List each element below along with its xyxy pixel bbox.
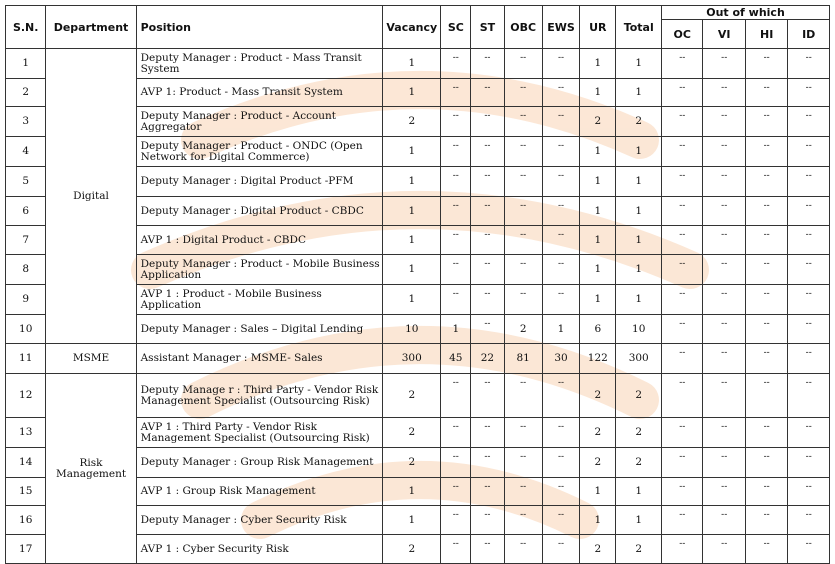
cell-ur: 1 bbox=[580, 285, 616, 315]
cell-hi: -- bbox=[745, 344, 787, 374]
header-sc: SC bbox=[441, 6, 471, 49]
cell-obc: -- bbox=[504, 79, 542, 107]
cell-vi: -- bbox=[703, 506, 745, 535]
cell-sn: 11 bbox=[6, 344, 46, 374]
cell-vi: -- bbox=[703, 344, 745, 374]
cell-st: -- bbox=[471, 374, 504, 418]
cell-ews: -- bbox=[542, 418, 579, 448]
cell-ews: -- bbox=[542, 506, 579, 535]
cell-hi: -- bbox=[745, 418, 787, 448]
cell-ur: 1 bbox=[580, 49, 616, 79]
cell-oc: -- bbox=[662, 535, 703, 564]
cell-oc: -- bbox=[662, 374, 703, 418]
cell-sn: 5 bbox=[6, 167, 46, 197]
cell-obc: -- bbox=[504, 49, 542, 79]
cell-ews: -- bbox=[542, 167, 579, 197]
cell-hi: -- bbox=[745, 197, 787, 226]
cell-position: Deputy Manager : Product - Mobile Business Application bbox=[136, 255, 383, 285]
cell-total: 1 bbox=[616, 285, 662, 315]
header-obc: OBC bbox=[504, 6, 542, 49]
cell-position: AVP 1 : Cyber Security Risk bbox=[136, 535, 383, 564]
cell-position: AVP 1 : Product - Mobile Business Application bbox=[136, 285, 383, 315]
cell-vi: -- bbox=[703, 285, 745, 315]
cell-ur: 1 bbox=[580, 478, 616, 506]
cell-vi: -- bbox=[703, 418, 745, 448]
cell-oc: -- bbox=[662, 285, 703, 315]
cell-vacancy: 2 bbox=[383, 448, 441, 478]
cell-sn: 8 bbox=[6, 255, 46, 285]
header-st: ST bbox=[471, 6, 504, 49]
cell-vi: -- bbox=[703, 49, 745, 79]
cell-id: -- bbox=[788, 79, 830, 107]
cell-ur: 2 bbox=[580, 448, 616, 478]
cell-ur: 2 bbox=[580, 535, 616, 564]
cell-ews: -- bbox=[542, 478, 579, 506]
cell-sn: 16 bbox=[6, 506, 46, 535]
cell-total: 10 bbox=[616, 315, 662, 344]
cell-obc: -- bbox=[504, 107, 542, 137]
cell-vi: -- bbox=[703, 478, 745, 506]
cell-oc: -- bbox=[662, 315, 703, 344]
cell-oc: -- bbox=[662, 418, 703, 448]
cell-sc: -- bbox=[441, 226, 471, 255]
cell-obc: -- bbox=[504, 506, 542, 535]
cell-oc: -- bbox=[662, 49, 703, 79]
cell-vacancy: 1 bbox=[383, 285, 441, 315]
cell-st: -- bbox=[471, 418, 504, 448]
cell-vi: -- bbox=[703, 535, 745, 564]
cell-vacancy: 1 bbox=[383, 137, 441, 167]
cell-obc: 2 bbox=[504, 315, 542, 344]
cell-ur: 1 bbox=[580, 197, 616, 226]
cell-sn: 15 bbox=[6, 478, 46, 506]
cell-total: 1 bbox=[616, 137, 662, 167]
cell-sc: -- bbox=[441, 285, 471, 315]
cell-vi: -- bbox=[703, 167, 745, 197]
cell-position: Deputy Manager : Sales – Digital Lending bbox=[136, 315, 383, 344]
cell-vi: -- bbox=[703, 197, 745, 226]
cell-sc: -- bbox=[441, 137, 471, 167]
cell-sn: 3 bbox=[6, 107, 46, 137]
cell-st: -- bbox=[471, 285, 504, 315]
cell-sn: 1 bbox=[6, 49, 46, 79]
cell-st: -- bbox=[471, 478, 504, 506]
cell-obc: -- bbox=[504, 197, 542, 226]
cell-vacancy: 1 bbox=[383, 49, 441, 79]
cell-obc: -- bbox=[504, 478, 542, 506]
cell-st: -- bbox=[471, 49, 504, 79]
cell-oc: -- bbox=[662, 107, 703, 137]
cell-sc: -- bbox=[441, 197, 471, 226]
cell-sc: -- bbox=[441, 107, 471, 137]
cell-sc: -- bbox=[441, 535, 471, 564]
cell-ews: 1 bbox=[542, 315, 579, 344]
cell-sn: 14 bbox=[6, 448, 46, 478]
cell-st: -- bbox=[471, 255, 504, 285]
cell-position: Deputy Manager : Group Risk Management bbox=[136, 448, 383, 478]
cell-oc: -- bbox=[662, 137, 703, 167]
cell-obc: -- bbox=[504, 226, 542, 255]
header-oc: OC bbox=[662, 20, 703, 49]
cell-st: -- bbox=[471, 79, 504, 107]
cell-obc: -- bbox=[504, 285, 542, 315]
cell-hi: -- bbox=[745, 448, 787, 478]
cell-id: -- bbox=[788, 535, 830, 564]
cell-ews: -- bbox=[542, 137, 579, 167]
cell-ews: -- bbox=[542, 49, 579, 79]
cell-vacancy: 300 bbox=[383, 344, 441, 374]
table-row bbox=[6, 344, 830, 374]
cell-ews: -- bbox=[542, 448, 579, 478]
cell-total: 2 bbox=[616, 535, 662, 564]
cell-total: 1 bbox=[616, 197, 662, 226]
cell-total: 1 bbox=[616, 478, 662, 506]
cell-position: Deputy Manager : Product - Account Aggregator bbox=[136, 107, 383, 137]
cell-vacancy: 1 bbox=[383, 226, 441, 255]
cell-hi: -- bbox=[745, 506, 787, 535]
cell-hi: -- bbox=[745, 167, 787, 197]
cell-vacancy: 1 bbox=[383, 79, 441, 107]
cell-vi: -- bbox=[703, 107, 745, 137]
cell-id: -- bbox=[788, 448, 830, 478]
cell-position: Deputy Manager : Digital Product -PFM bbox=[136, 167, 383, 197]
cell-st: -- bbox=[471, 226, 504, 255]
cell-position: Assistant Manager : MSME- Sales bbox=[136, 344, 383, 374]
cell-st: -- bbox=[471, 107, 504, 137]
header-ur: UR bbox=[580, 6, 616, 49]
cell-sc: -- bbox=[441, 167, 471, 197]
cell-ur: 2 bbox=[580, 418, 616, 448]
table-row bbox=[6, 49, 830, 79]
cell-ur: 6 bbox=[580, 315, 616, 344]
cell-id: -- bbox=[788, 374, 830, 418]
cell-sc: -- bbox=[441, 418, 471, 448]
cell-id: -- bbox=[788, 167, 830, 197]
department-msme: MSME bbox=[46, 344, 136, 374]
cell-ur: 1 bbox=[580, 167, 616, 197]
cell-id: -- bbox=[788, 49, 830, 79]
cell-ur: 1 bbox=[580, 137, 616, 167]
cell-total: 1 bbox=[616, 79, 662, 107]
cell-id: -- bbox=[788, 418, 830, 448]
cell-hi: -- bbox=[745, 107, 787, 137]
cell-id: -- bbox=[788, 226, 830, 255]
table-row bbox=[6, 374, 830, 418]
cell-id: -- bbox=[788, 255, 830, 285]
cell-position: AVP 1 : Third Party - Vendor Risk Management Specialist (Outsourcing Risk) bbox=[136, 418, 383, 448]
cell-id: -- bbox=[788, 478, 830, 506]
cell-obc: -- bbox=[504, 448, 542, 478]
cell-vacancy: 1 bbox=[383, 506, 441, 535]
cell-ews: -- bbox=[542, 226, 579, 255]
cell-sc: -- bbox=[441, 448, 471, 478]
cell-vacancy: 2 bbox=[383, 535, 441, 564]
cell-st: -- bbox=[471, 448, 504, 478]
cell-sn: 12 bbox=[6, 374, 46, 418]
cell-hi: -- bbox=[745, 226, 787, 255]
cell-position: AVP 1 : Group Risk Management bbox=[136, 478, 383, 506]
cell-ur: 2 bbox=[580, 374, 616, 418]
cell-obc: -- bbox=[504, 535, 542, 564]
cell-total: 300 bbox=[616, 344, 662, 374]
cell-position: Deputy Manager : Product - ONDC (Open Network for Digital Commerce) bbox=[136, 137, 383, 167]
cell-ur: 2 bbox=[580, 107, 616, 137]
cell-hi: -- bbox=[745, 255, 787, 285]
cell-vacancy: 2 bbox=[383, 107, 441, 137]
vacancy-table bbox=[5, 5, 830, 564]
department-digital: Digital bbox=[46, 49, 136, 344]
cell-total: 2 bbox=[616, 418, 662, 448]
cell-sc: -- bbox=[441, 374, 471, 418]
cell-hi: -- bbox=[745, 285, 787, 315]
cell-hi: -- bbox=[745, 374, 787, 418]
cell-position: AVP 1 : Digital Product - CBDC bbox=[136, 226, 383, 255]
cell-obc: -- bbox=[504, 167, 542, 197]
cell-oc: -- bbox=[662, 255, 703, 285]
cell-oc: -- bbox=[662, 226, 703, 255]
header-position: Position bbox=[136, 6, 383, 49]
cell-ews: -- bbox=[542, 535, 579, 564]
cell-position: Deputy Manager : Product - Mass Transit System bbox=[136, 49, 383, 79]
header-total: Total bbox=[616, 6, 662, 49]
cell-position: Deputy Manage r : Third Party - Vendor Risk Management Specialist (Outsourcing Risk) bbox=[136, 374, 383, 418]
cell-ur: 1 bbox=[580, 226, 616, 255]
header-department: Department bbox=[46, 6, 136, 49]
cell-vi: -- bbox=[703, 448, 745, 478]
cell-sn: 9 bbox=[6, 285, 46, 315]
cell-vi: -- bbox=[703, 315, 745, 344]
cell-vacancy: 2 bbox=[383, 374, 441, 418]
cell-vi: -- bbox=[703, 255, 745, 285]
cell-vi: -- bbox=[703, 79, 745, 107]
cell-total: 1 bbox=[616, 506, 662, 535]
cell-id: -- bbox=[788, 285, 830, 315]
cell-st: -- bbox=[471, 535, 504, 564]
cell-vacancy: 1 bbox=[383, 167, 441, 197]
cell-vi: -- bbox=[703, 226, 745, 255]
cell-ur: 1 bbox=[580, 506, 616, 535]
cell-st: -- bbox=[471, 167, 504, 197]
cell-hi: -- bbox=[745, 137, 787, 167]
header-vi: VI bbox=[703, 20, 745, 49]
cell-st: -- bbox=[471, 197, 504, 226]
cell-vacancy: 10 bbox=[383, 315, 441, 344]
cell-oc: -- bbox=[662, 344, 703, 374]
cell-total: 2 bbox=[616, 374, 662, 418]
cell-total: 1 bbox=[616, 226, 662, 255]
cell-oc: -- bbox=[662, 79, 703, 107]
cell-obc: -- bbox=[504, 418, 542, 448]
cell-id: -- bbox=[788, 315, 830, 344]
cell-vacancy: 1 bbox=[383, 478, 441, 506]
cell-sn: 2 bbox=[6, 79, 46, 107]
cell-vacancy: 2 bbox=[383, 418, 441, 448]
cell-sc: -- bbox=[441, 478, 471, 506]
cell-id: -- bbox=[788, 506, 830, 535]
cell-sn: 17 bbox=[6, 535, 46, 564]
cell-obc: -- bbox=[504, 255, 542, 285]
cell-hi: -- bbox=[745, 535, 787, 564]
cell-ur: 122 bbox=[580, 344, 616, 374]
cell-total: 2 bbox=[616, 107, 662, 137]
cell-sc: 1 bbox=[441, 315, 471, 344]
cell-ews: -- bbox=[542, 79, 579, 107]
cell-id: -- bbox=[788, 137, 830, 167]
cell-obc: -- bbox=[504, 374, 542, 418]
header-ews: EWS bbox=[542, 6, 579, 49]
cell-sc: -- bbox=[441, 49, 471, 79]
cell-ews: -- bbox=[542, 197, 579, 226]
cell-sc: 45 bbox=[441, 344, 471, 374]
cell-position: Deputy Manager : Cyber Security Risk bbox=[136, 506, 383, 535]
cell-total: 2 bbox=[616, 448, 662, 478]
cell-hi: -- bbox=[745, 478, 787, 506]
header-vacancy: Vacancy bbox=[383, 6, 441, 49]
cell-oc: -- bbox=[662, 506, 703, 535]
cell-sc: -- bbox=[441, 255, 471, 285]
cell-vacancy: 1 bbox=[383, 255, 441, 285]
cell-ews: -- bbox=[542, 285, 579, 315]
cell-sn: 7 bbox=[6, 226, 46, 255]
header-hi: HI bbox=[745, 20, 787, 49]
cell-total: 1 bbox=[616, 255, 662, 285]
cell-position: Deputy Manager : Digital Product - CBDC bbox=[136, 197, 383, 226]
cell-ur: 1 bbox=[580, 255, 616, 285]
cell-id: -- bbox=[788, 197, 830, 226]
department-risk: Risk Management bbox=[46, 374, 136, 564]
cell-st: -- bbox=[471, 506, 504, 535]
cell-hi: -- bbox=[745, 315, 787, 344]
cell-sn: 13 bbox=[6, 418, 46, 448]
header-sn: S.N. bbox=[6, 6, 46, 49]
cell-sn: 10 bbox=[6, 315, 46, 344]
cell-vacancy: 1 bbox=[383, 197, 441, 226]
cell-sc: -- bbox=[441, 506, 471, 535]
cell-sc: -- bbox=[441, 79, 471, 107]
cell-oc: -- bbox=[662, 197, 703, 226]
cell-ews: 30 bbox=[542, 344, 579, 374]
cell-vi: -- bbox=[703, 374, 745, 418]
cell-vi: -- bbox=[703, 137, 745, 167]
cell-sn: 4 bbox=[6, 137, 46, 167]
header-id: ID bbox=[788, 20, 830, 49]
cell-oc: -- bbox=[662, 167, 703, 197]
cell-st: -- bbox=[471, 137, 504, 167]
header-out-of-which: Out of which bbox=[662, 6, 830, 20]
cell-st: 22 bbox=[471, 344, 504, 374]
cell-hi: -- bbox=[745, 79, 787, 107]
cell-ews: -- bbox=[542, 374, 579, 418]
cell-total: 1 bbox=[616, 167, 662, 197]
cell-total: 1 bbox=[616, 49, 662, 79]
cell-ews: -- bbox=[542, 255, 579, 285]
cell-st: -- bbox=[471, 315, 504, 344]
cell-id: -- bbox=[788, 107, 830, 137]
cell-ur: 1 bbox=[580, 79, 616, 107]
cell-hi: -- bbox=[745, 49, 787, 79]
cell-oc: -- bbox=[662, 448, 703, 478]
cell-obc: 81 bbox=[504, 344, 542, 374]
cell-position: AVP 1: Product - Mass Transit System bbox=[136, 79, 383, 107]
cell-oc: -- bbox=[662, 478, 703, 506]
cell-ews: -- bbox=[542, 107, 579, 137]
cell-id: -- bbox=[788, 344, 830, 374]
cell-obc: -- bbox=[504, 137, 542, 167]
cell-sn: 6 bbox=[6, 197, 46, 226]
